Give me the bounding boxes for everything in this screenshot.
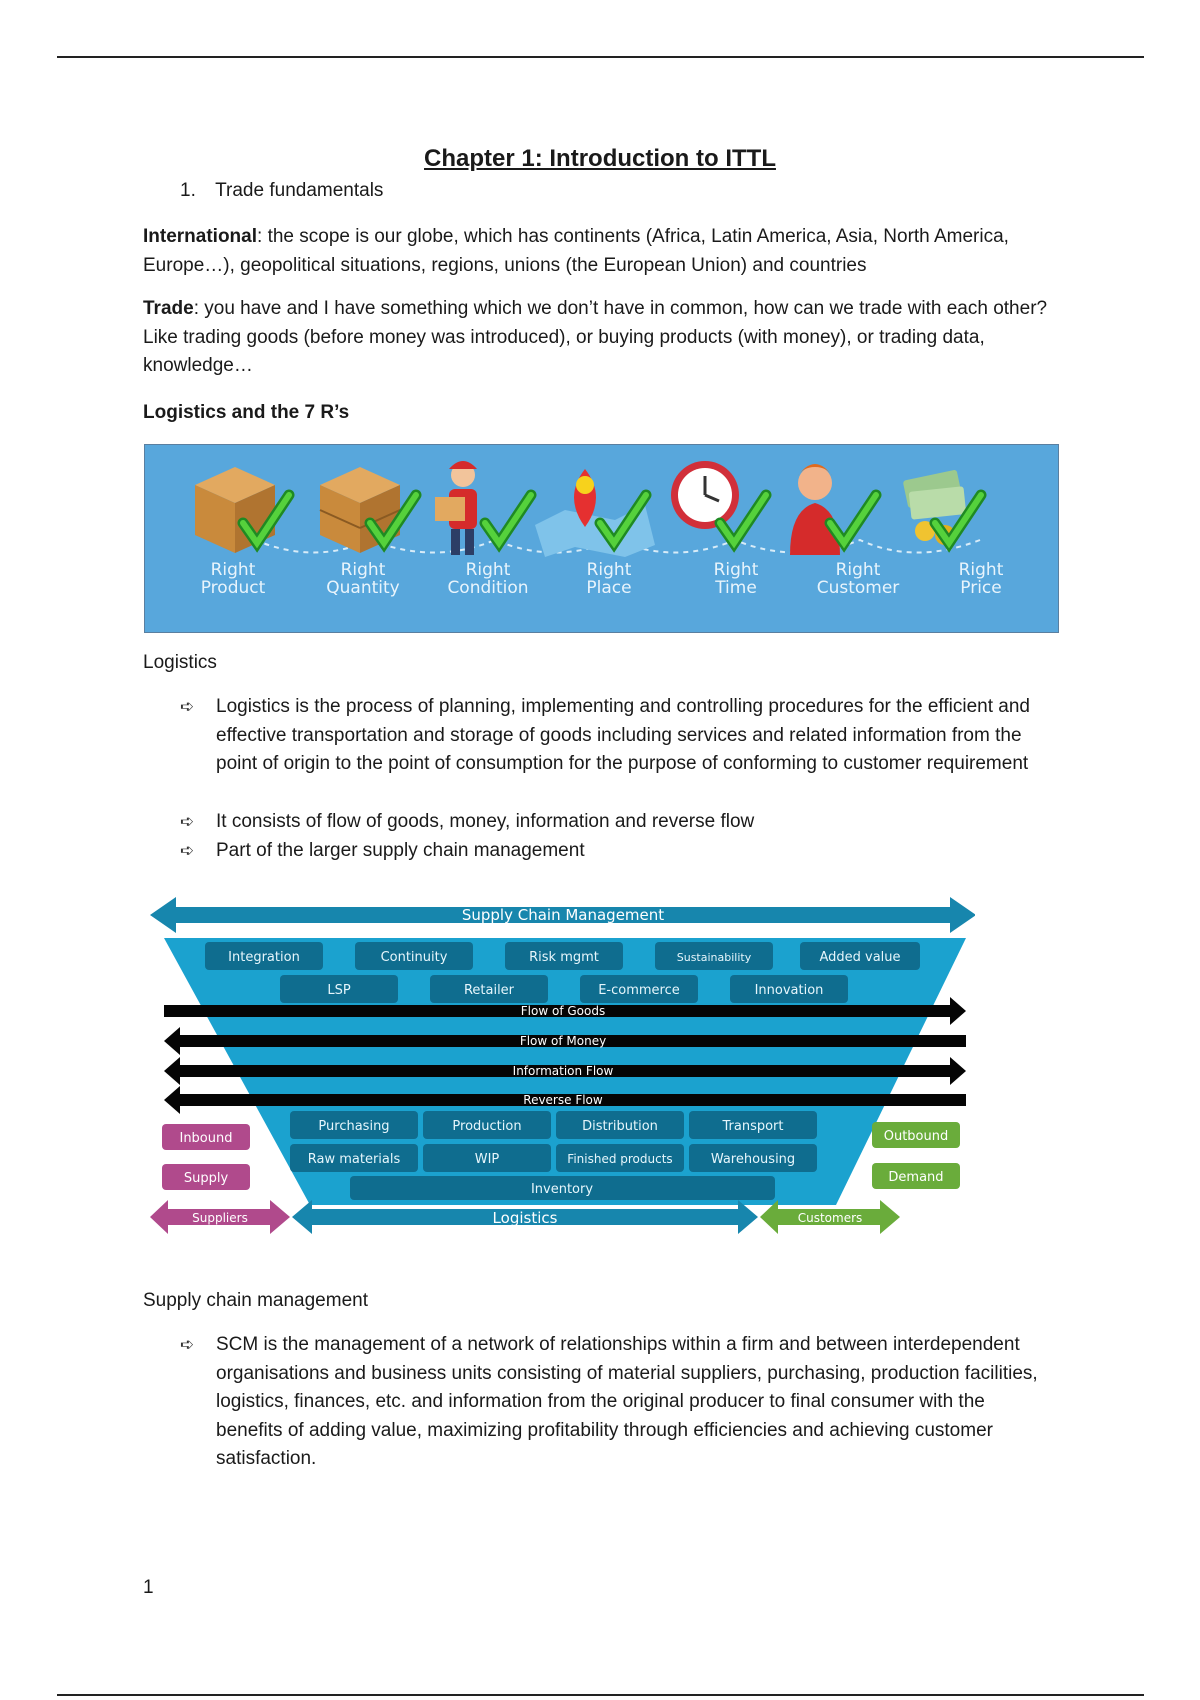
arrow-bullet-icon: ➪ — [180, 1335, 195, 1354]
box-icon — [195, 467, 289, 553]
r-label-4b: Place — [586, 578, 632, 598]
logistics-heading: Logistics — [143, 652, 217, 673]
scm-diagram — [150, 895, 975, 1245]
arrow-bullet-icon: ➪ — [180, 812, 195, 831]
r-label-4a: Right — [586, 560, 632, 580]
r-label-2a: Right — [340, 560, 386, 580]
r-label-5a: Right — [713, 560, 759, 580]
money-icon — [903, 469, 981, 545]
page-title: Chapter 1: Introduction to ITTL — [424, 145, 776, 172]
r-label-3a: Right — [465, 560, 511, 580]
scm-arrow-label: Supply Chain Management — [461, 906, 665, 924]
scm-box-label: LSP — [327, 983, 351, 998]
r-label-7b: Price — [960, 578, 1002, 598]
scm-box-label: Purchasing — [318, 1119, 390, 1134]
scm-box-label: Added value — [819, 950, 901, 965]
arrow-bullet-icon: ➪ — [180, 841, 195, 860]
suppliers-arrow — [150, 1200, 290, 1234]
tag-label: Outbound — [883, 1129, 949, 1144]
delivery-person-icon — [435, 461, 531, 555]
scm-box-label: Retailer — [463, 983, 515, 998]
logistics-bullet — [180, 808, 1060, 837]
customers-label: Customers — [797, 1211, 863, 1225]
page-number: 1 — [143, 1577, 154, 1598]
logistics-label: Logistics — [492, 1209, 558, 1227]
scm-box-label: Innovation — [754, 983, 824, 998]
r-label-6a: Right — [835, 560, 881, 580]
r-label-2b: Quantity — [326, 578, 400, 598]
map-pin-icon — [535, 469, 655, 557]
r-label-5b: Time — [715, 578, 757, 598]
tag-label: Supply — [183, 1171, 229, 1186]
customers-arrow — [760, 1200, 900, 1234]
scm-box-label: Transport — [722, 1119, 784, 1134]
suppliers-label: Suppliers — [192, 1211, 248, 1225]
footer-rule — [57, 1694, 1144, 1696]
seven-rs-heading: Logistics and the 7 R’s — [143, 402, 350, 423]
scm-box-label: WIP — [474, 1152, 500, 1167]
logistics-arrow — [292, 1200, 758, 1234]
scm-heading: Supply chain management — [143, 1290, 368, 1311]
scm-box-label: Raw materials — [307, 1152, 401, 1167]
scm-box-label: Finished products — [567, 1152, 673, 1166]
bullet-text: Part of the larger supply chain management — [216, 840, 585, 861]
scm-box-label: Integration — [228, 950, 300, 965]
scm-box-label: Warehousing — [710, 1152, 796, 1167]
trade-paragraph — [143, 295, 1063, 381]
scm-arrow — [150, 897, 975, 933]
r-label-1b: Product — [200, 578, 266, 598]
flow-label: Information Flow — [512, 1064, 614, 1078]
trade-term: Trade — [143, 298, 194, 319]
inventory-label: Inventory — [530, 1182, 594, 1197]
scm-box-label: E-commerce — [598, 983, 680, 998]
bullet-text: It consists of flow of goods, money, information and reverse flow — [216, 811, 755, 832]
scm-box-label: Sustainability — [676, 951, 752, 964]
scm-bullet — [180, 1331, 1060, 1476]
clock-icon — [671, 461, 766, 543]
flow-label: Reverse Flow — [523, 1093, 603, 1107]
scm-diagram-graphic — [150, 895, 975, 1245]
tag-label: Inbound — [179, 1131, 233, 1146]
trade-text: : you have and I have something which we don’t have in common, how can we trade with each other? Like trading goods (before money was introduced), or buying products (with money), or trading data, knowledge… — [143, 298, 1048, 376]
tag-label: Demand — [888, 1170, 944, 1185]
header-rule — [57, 56, 1144, 58]
flow-label: Flow of Money — [519, 1034, 607, 1048]
scm-box-label: Distribution — [582, 1119, 658, 1134]
flow-label: Flow of Goods — [520, 1004, 606, 1018]
boxes-icon — [320, 467, 416, 553]
r-label-1a: Right — [210, 560, 256, 580]
international-paragraph — [143, 223, 1063, 280]
seven-rs-banner — [144, 444, 1059, 633]
bullet-text: SCM is the management of a network of relationships within a firm and between interdependent organisations and business units consisting of material suppliers, purchasing, production facilities, logistics, finances, etc. and information from the original producer to final consumer with the benefits of adding value, maximizing profitability through efficiencies and achieving customer satisfaction. — [216, 1334, 1038, 1469]
arrow-bullet-icon: ➪ — [180, 697, 195, 716]
scm-box-label: Risk mgmt — [529, 950, 599, 965]
r-label-6b: Customer — [816, 578, 900, 598]
list-text: Trade fundamentals — [215, 180, 384, 201]
logistics-bullet — [180, 693, 1060, 808]
list-number: 1. — [180, 180, 196, 201]
bullet-text: Logistics is the process of planning, implementing and controlling procedures for the efficient and effective transportation and storage of goods including services and related information from the point of origin to the point of consumption for the purpose of conforming to customer requirement — [216, 696, 1030, 774]
r-label-3b: Condition — [447, 578, 529, 598]
logistics-bullet — [180, 837, 1060, 866]
scm-box-label: Continuity — [380, 950, 448, 965]
scm-box-label: Production — [452, 1119, 522, 1134]
international-text: : the scope is our globe, which has continents (Africa, Latin America, Asia, North America, Europe…), geopolitical situations, regions, unions (the European Union) and countries — [143, 226, 1009, 276]
international-term: International — [143, 226, 258, 247]
list-item — [180, 177, 383, 206]
r-label-7a: Right — [958, 560, 1004, 580]
seven-rs-graphic — [145, 445, 1058, 632]
